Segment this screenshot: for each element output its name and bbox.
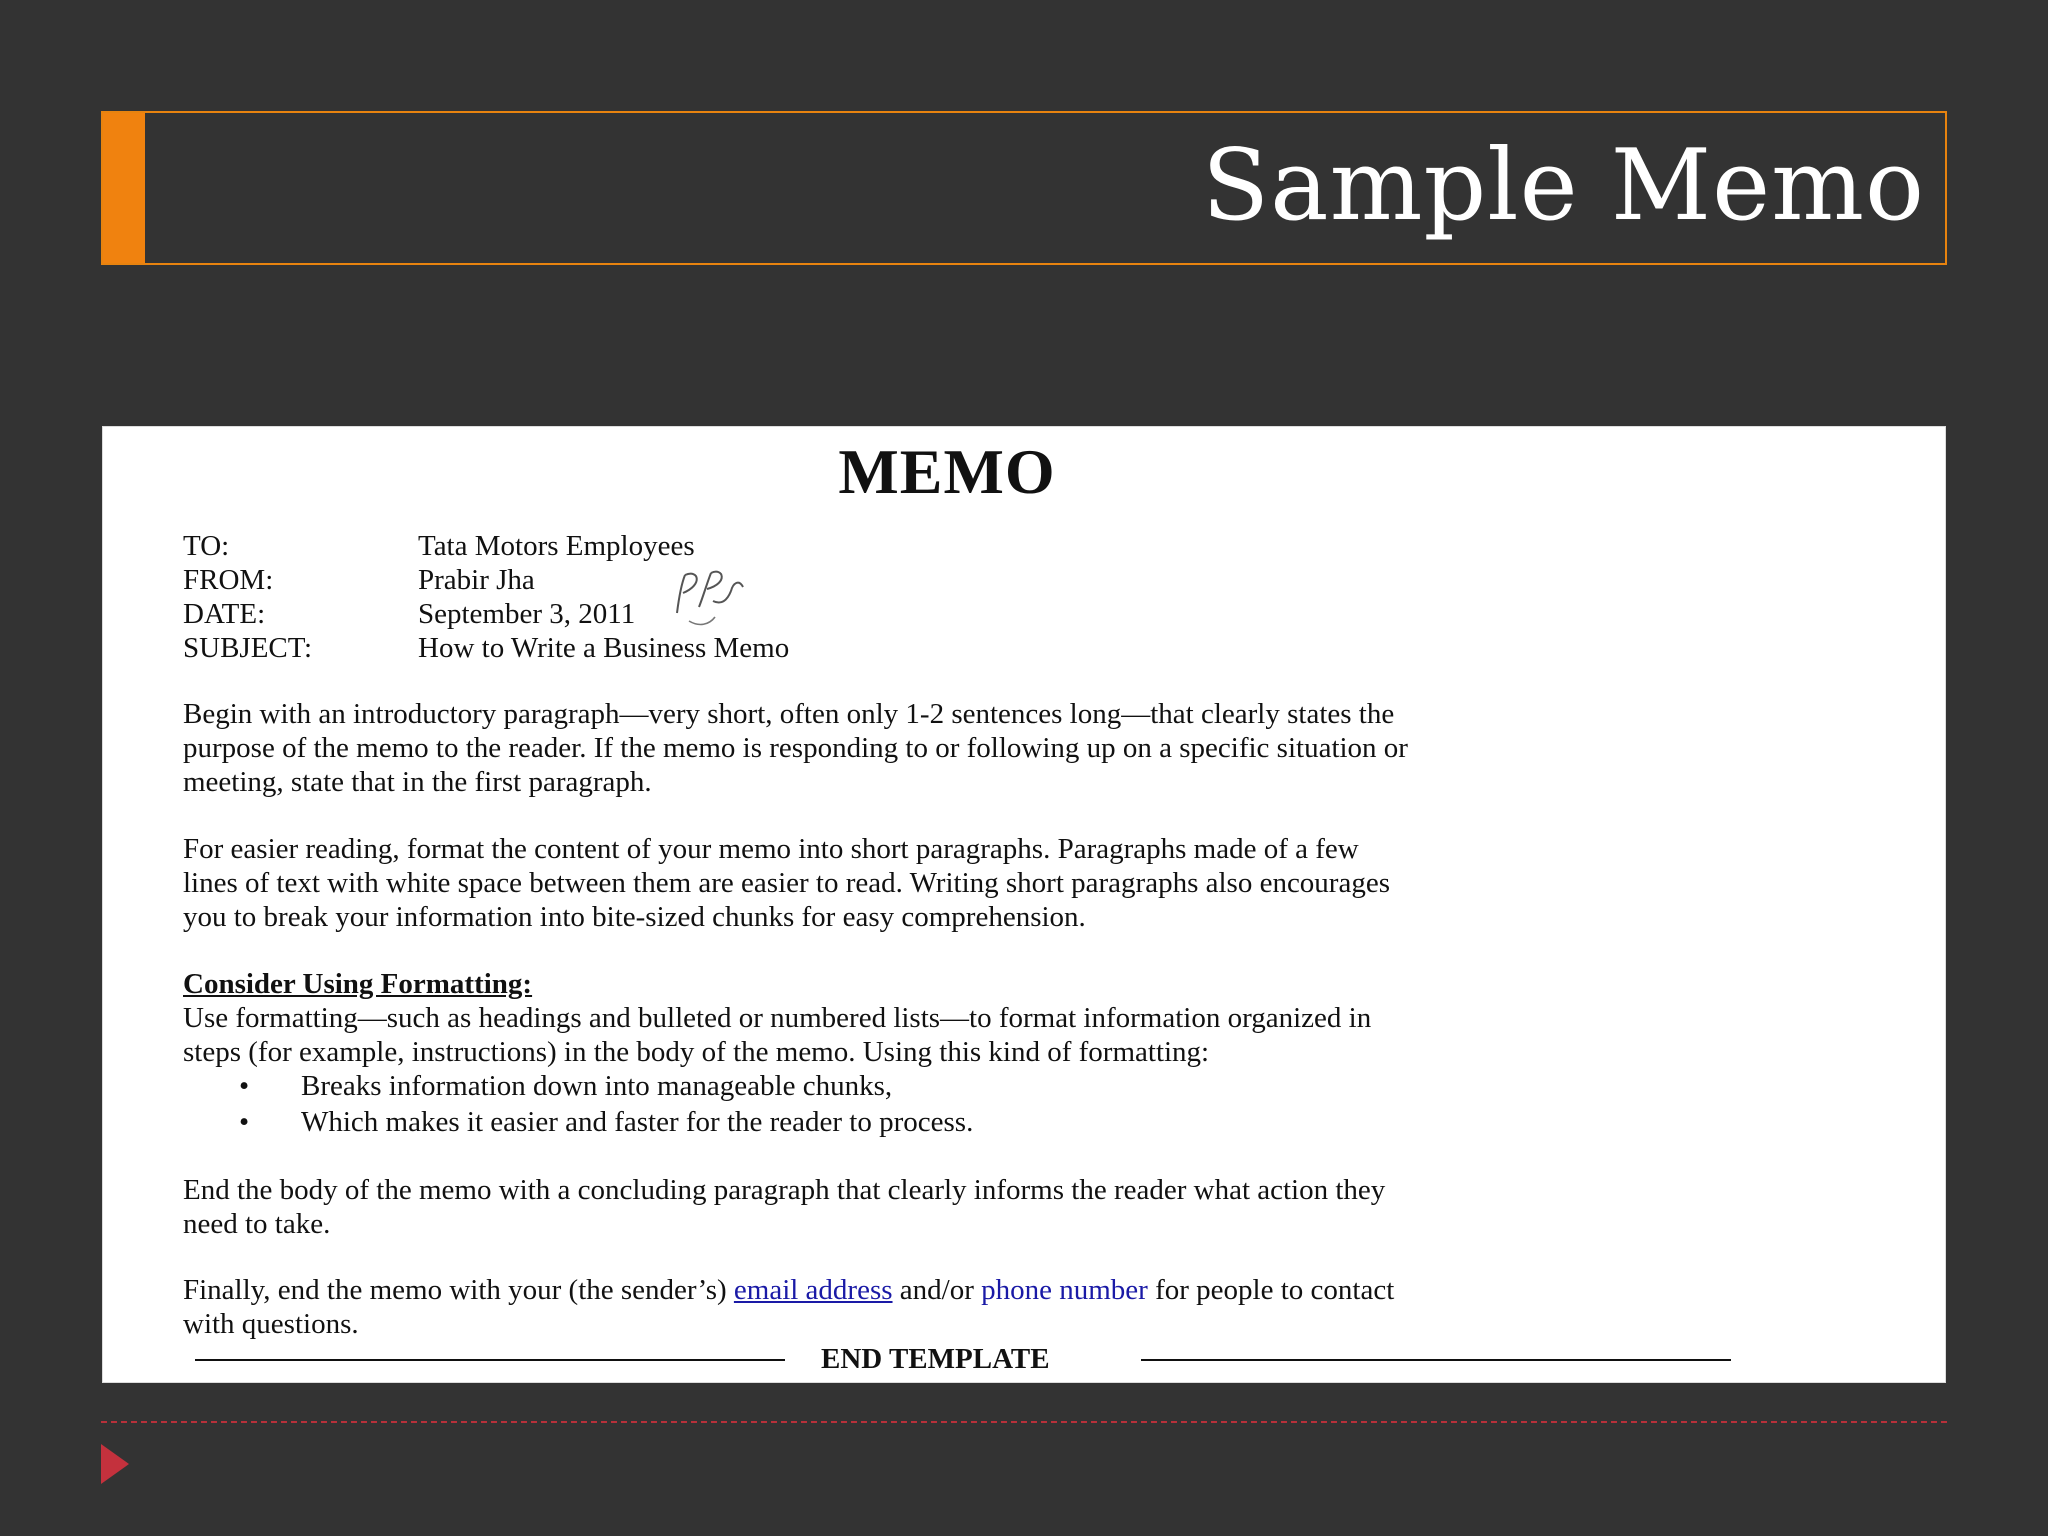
end-template-label: END TEMPLATE <box>821 1343 1050 1375</box>
memo-document <box>102 426 1946 1383</box>
header-label: FROM: <box>183 564 274 596</box>
bullet-text: Breaks information down into manageable chunks, <box>301 1070 893 1102</box>
end-divider-right <box>1141 1359 1731 1361</box>
signature-initials-icon <box>669 561 759 631</box>
text-line: meeting, state that in the first paragraph. <box>183 766 652 798</box>
memo-paragraph-intro <box>183 697 1823 799</box>
memo-paragraph-formatting <box>183 1001 1823 1069</box>
section-heading: Consider Using Formatting: <box>183 968 533 1000</box>
text-line: lines of text with white space between them are easier to read. Writing short paragraphs also encourages <box>183 867 1390 899</box>
text-line: need to take. <box>183 1208 331 1240</box>
text-line <box>183 1273 1823 1307</box>
memo-heading: MEMO <box>838 436 1056 507</box>
header-label: SUBJECT: <box>183 632 313 664</box>
header-value: How to Write a Business Memo <box>418 632 790 664</box>
email-address-link[interactable]: email address <box>733 1274 893 1306</box>
header-label: DATE: <box>183 598 266 630</box>
text-line: with questions. <box>183 1308 359 1340</box>
bullet-icon: • <box>239 1106 250 1138</box>
text-fragment: for people to contact <box>1147 1274 1395 1306</box>
footer-divider <box>101 1421 1947 1423</box>
text-line: End the body of the memo with a concluding paragraph that clearly informs the reader what action they <box>183 1174 1386 1206</box>
end-template-row <box>103 1342 1947 1376</box>
text-line: you to break your information into bite-sized chunks for easy comprehension. <box>183 901 1086 933</box>
memo-paragraph-format <box>183 832 1823 934</box>
text-line: steps (for example, instructions) in the body of the memo. Using this kind of formatting: <box>183 1036 1210 1068</box>
header-value: Tata Motors Employees <box>418 530 695 562</box>
text-fragment: Finally, end the memo with your (the sender’s) <box>183 1274 734 1306</box>
end-divider-left <box>195 1359 785 1361</box>
title-accent-bar <box>103 113 145 263</box>
memo-paragraph-contact <box>183 1273 1823 1341</box>
header-label: TO: <box>183 530 230 562</box>
memo-paragraph-conclusion <box>183 1173 1823 1241</box>
phone-number-link[interactable]: phone number <box>981 1274 1148 1306</box>
header-value: September 3, 2011 <box>418 598 636 630</box>
header-value: Prabir Jha <box>418 564 535 596</box>
text-line: For easier reading, format the content of your memo into short paragraphs. Paragraphs made of a few <box>183 833 1359 865</box>
text-line: Use formatting—such as headings and bulleted or numbered lists—to format information organized in <box>183 1002 1372 1034</box>
text-line: purpose of the memo to the reader. If the memo is responding to or following up on a specific situation or <box>183 732 1408 764</box>
bullet-icon: • <box>239 1070 250 1102</box>
text-line: Begin with an introductory paragraph—very short, often only 1-2 sentences long—that clearly states the <box>183 698 1395 730</box>
bullet-text: Which makes it easier and faster for the reader to process. <box>301 1106 974 1138</box>
triangle-right-icon <box>101 1444 129 1484</box>
slide-title: Sample Memo <box>1202 129 1925 243</box>
text-fragment: and/or <box>892 1274 982 1306</box>
slide-title-box <box>101 111 1947 265</box>
